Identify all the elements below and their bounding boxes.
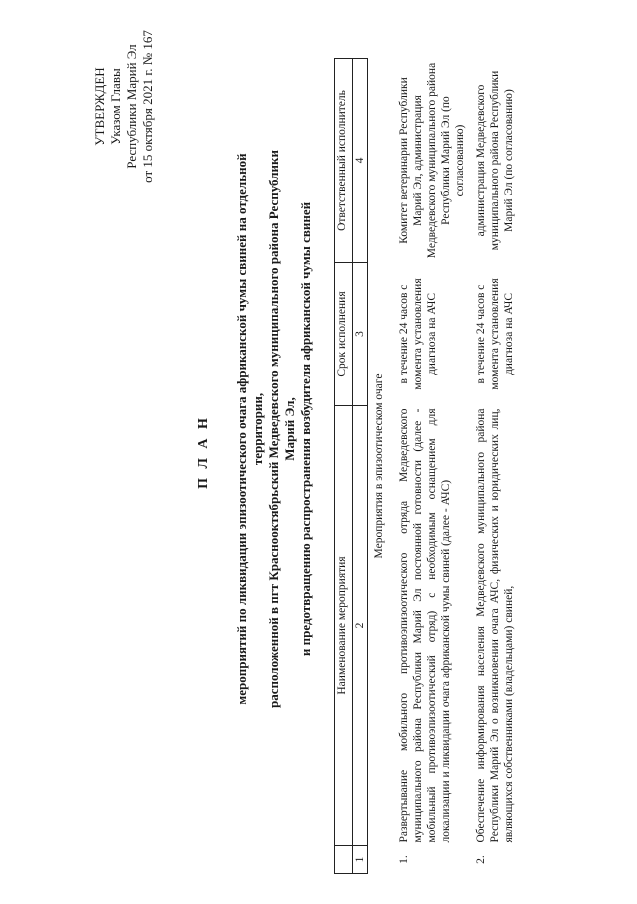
- plan-title: П Л А Н: [196, 415, 211, 489]
- plan-subtitle: [234, 134, 314, 724]
- approval-line-republic: Республики Марий Эл: [124, 44, 139, 169]
- row-executor: администрация Медведевского муниципального района Республики Марий Эл (по согласованию): [475, 70, 515, 251]
- approval-line-approved: УТВЕРЖДЕН: [92, 67, 107, 146]
- index-cell: 2: [353, 406, 368, 846]
- approval-line-date: от 15 октября 2021 г. № 167: [140, 30, 155, 183]
- table-header-row: [335, 59, 353, 874]
- row-number: 1.: [398, 855, 410, 864]
- row-measure: Развертывание мобильного противоэпизоотического отряда Медведевского муниципального района Республики Марий Эл постоянной готовности (далее - мобильный противоэпизоотический отряд) с необходимым оснащением для локализации и ликвидации очага африканской чумы свиней (далее - АЧС): [398, 408, 452, 843]
- row-term: в течение 24 часов с момента установления диагноза на АЧС: [475, 278, 515, 390]
- table-index-row: [353, 59, 368, 874]
- row-measure: Обеспечение информирования населения Медведевского муниципального района Республики Марий Эл о возникновении очага АЧС, физических и юридических лиц, являющихся собственниками (владельцами) свиней,: [475, 408, 515, 843]
- approval-line-decree: Указом Главы: [108, 68, 123, 145]
- table-row: [467, 59, 516, 874]
- index-cell: 4: [353, 59, 368, 263]
- section-title: Мероприятия в эпизоотическом очаге: [373, 373, 385, 559]
- index-cell: 3: [353, 263, 368, 406]
- section-row: [368, 59, 391, 874]
- header-term: Срок исполнения: [335, 263, 353, 406]
- subtitle-line-3: и предотвращению распространения возбудителя африканской чумы свиней: [298, 201, 313, 657]
- subtitle-line-1: мероприятий по ликвидации эпизоотического очага африканской чумы свиней на отдельной территории,: [234, 153, 265, 705]
- header-name: Наименование мероприятия: [335, 406, 353, 846]
- index-cell: 1: [353, 846, 368, 874]
- approval-stamp: [92, 19, 156, 194]
- header-num: [335, 846, 353, 874]
- plan-table: [334, 58, 516, 874]
- header-executor: Ответственный исполнитель: [335, 59, 353, 263]
- row-term: в течение 24 часов с момента установления диагноза на АЧС: [398, 278, 438, 390]
- subtitle-line-2: расположенной в пгт Краснооктябрьский Медведевского муниципального района Республики Марий Эл,: [266, 149, 297, 709]
- row-number: 2.: [475, 855, 487, 864]
- row-executor: Комитет ветеринарии Республики Марий Эл, администрация Медведевского муниципального района Республики Марий Эл (по согласованию): [398, 62, 466, 259]
- table-row: [390, 59, 467, 874]
